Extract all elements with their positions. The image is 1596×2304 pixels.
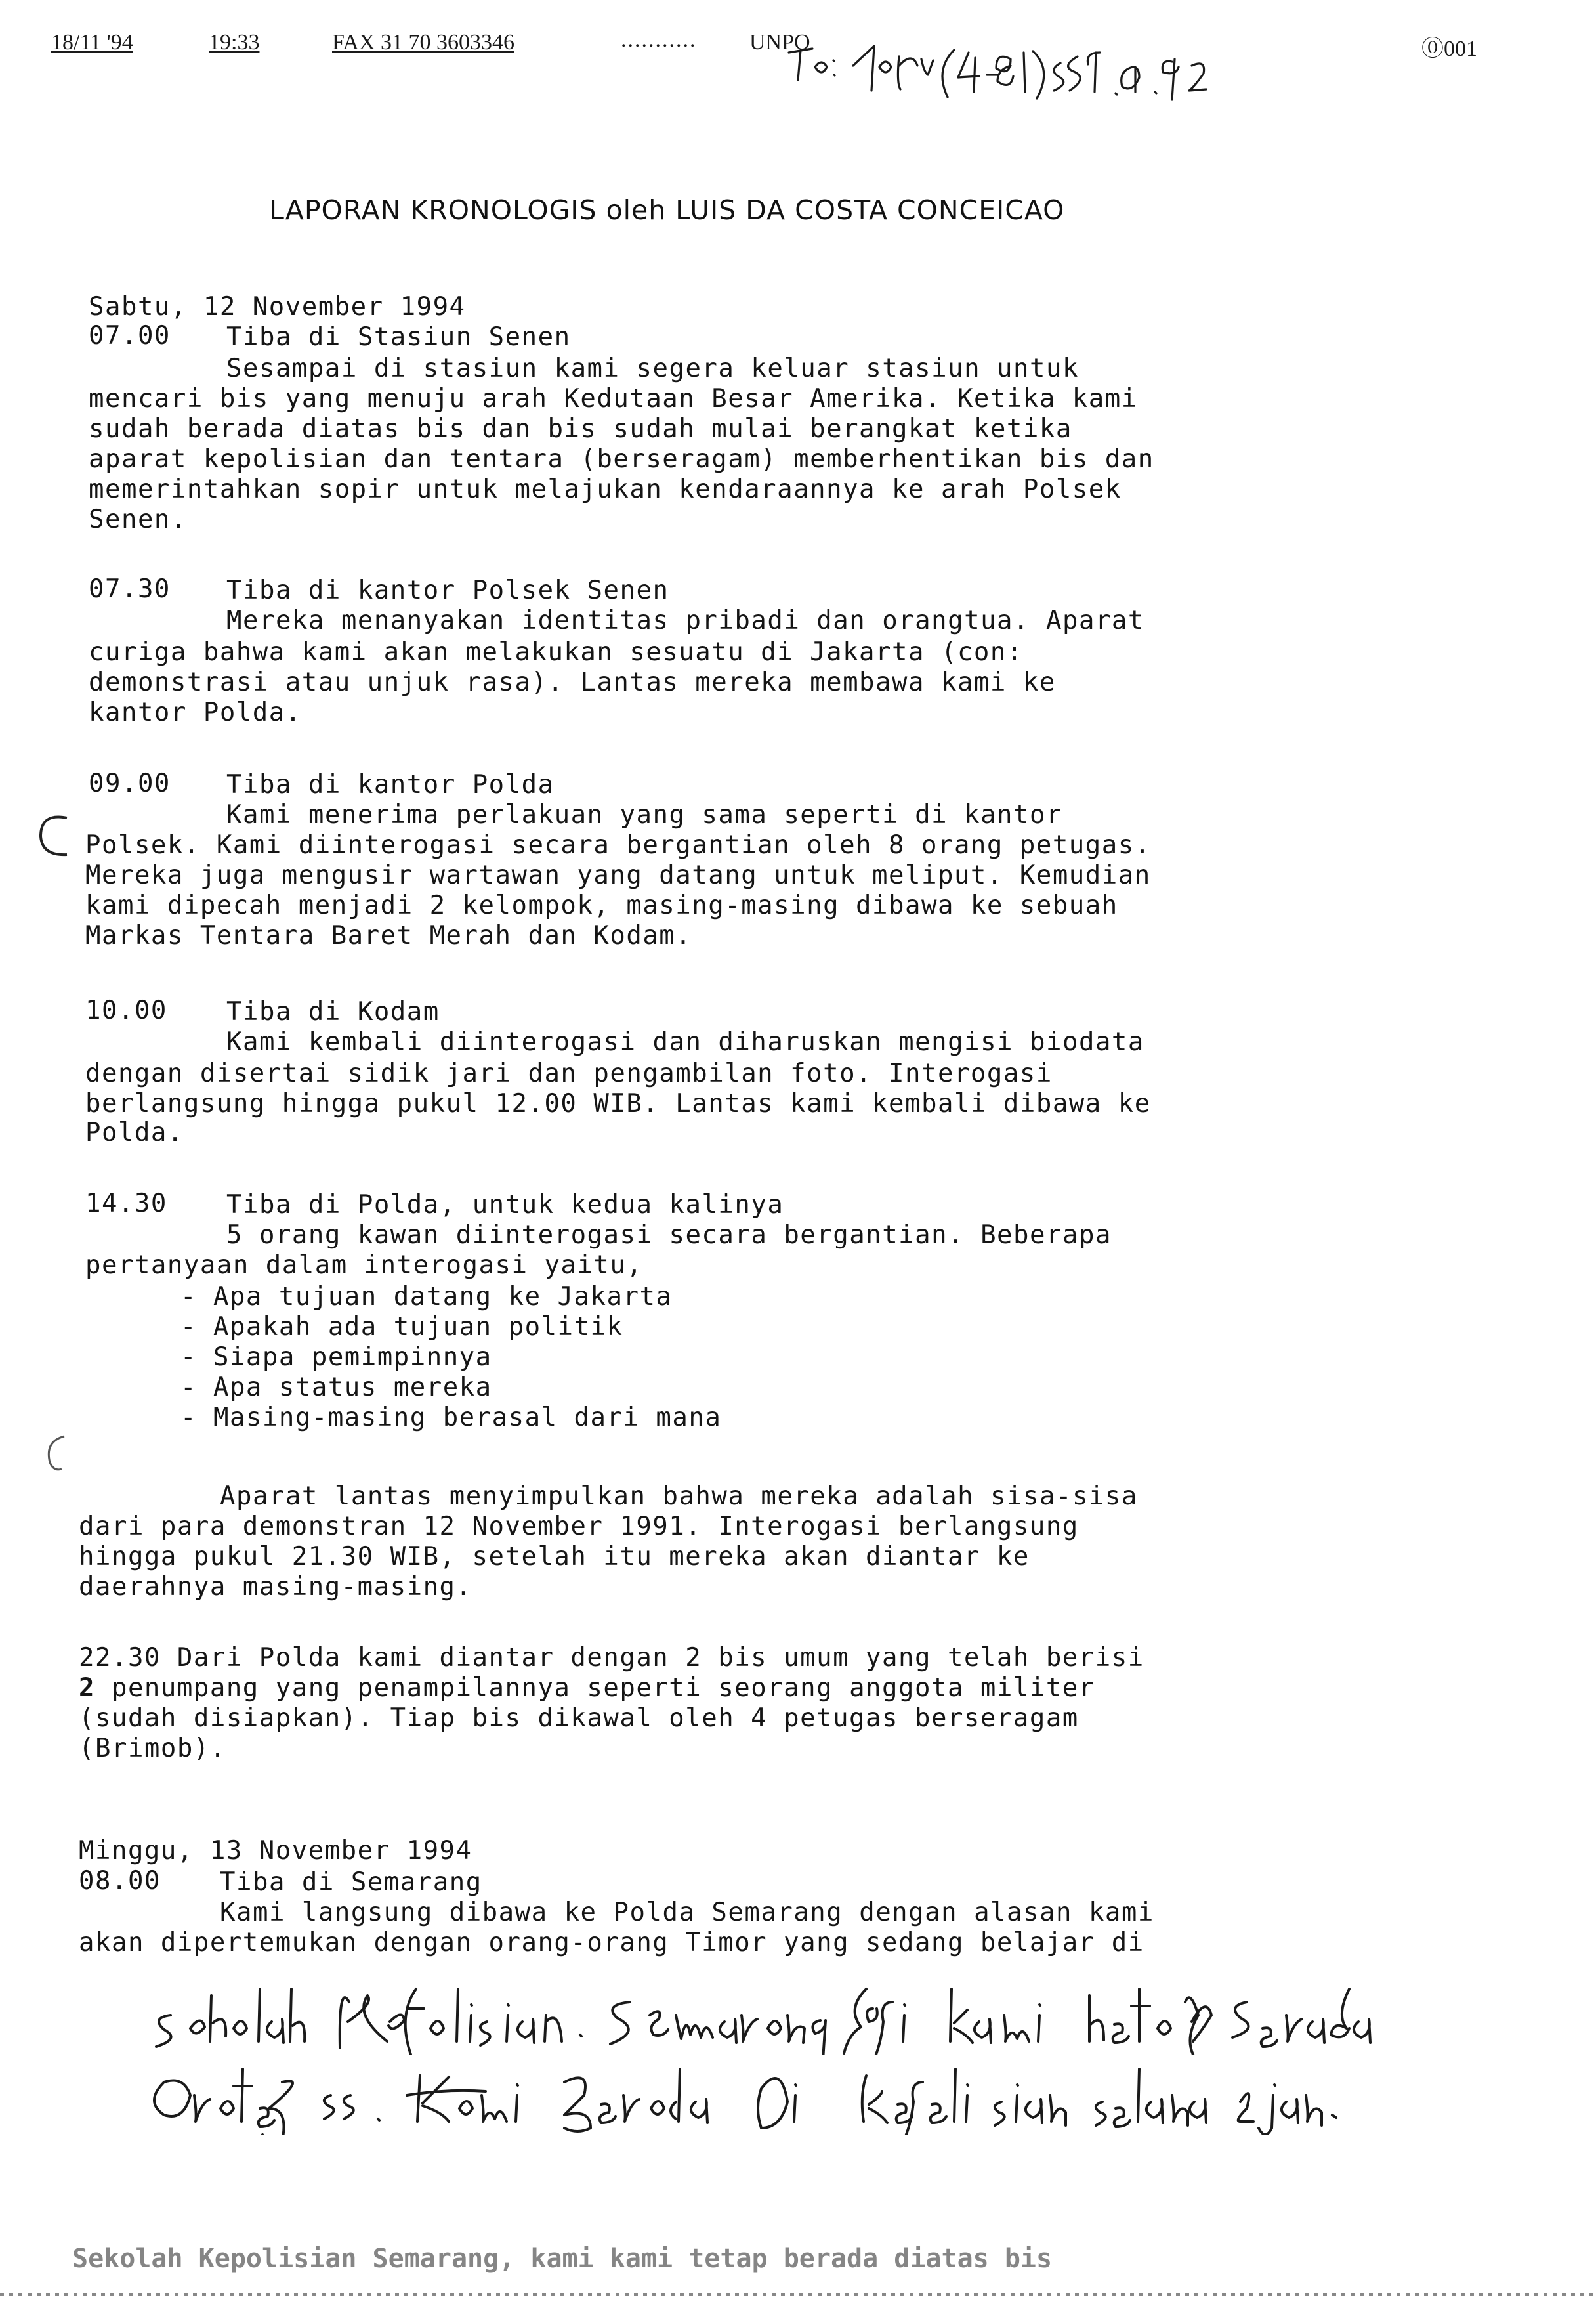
entry-1000-line: Polda.: [85, 1118, 184, 1147]
entry-0800-heading: Tiba di Semarang: [220, 1867, 482, 1897]
entry-1430-line: pertanyaan dalam interogasi yaitu,: [85, 1250, 643, 1280]
handwritten-note-line-2: [131, 2056, 1509, 2135]
fax-dotted-rule: ...........: [621, 28, 697, 52]
entry-0900-line: Kami menerima perlakuan yang sama seperti di kantor: [226, 800, 1062, 830]
question-bullet: - Apa status mereka: [180, 1373, 492, 1402]
day1-date: Sabtu, 12 November 1994: [89, 292, 466, 322]
entry-0730-time: 07.30: [89, 574, 171, 604]
scan-edge: [0, 2293, 1596, 2296]
page-title: LAPORAN KRONOLOGIS oleh LUIS DA COSTA CONCEICAO: [269, 194, 1065, 226]
entry-1000-heading: Tiba di Kodam: [226, 997, 440, 1027]
entry-0900-line: Polsek. Kami diinterogasi secara bergantian oleh 8 orang petugas.: [85, 830, 1151, 860]
entry-0700-line: Senen.: [89, 505, 187, 534]
cut-off-line: Sekolah Kepolisian Semarang, kami kami tetap berada diatas bis: [72, 2244, 1053, 2274]
question-bullet: - Apakah ada tujuan politik: [180, 1312, 623, 1342]
entry-2230-line: (Brimob).: [79, 1734, 226, 1763]
fax-date: 18/11 '94: [51, 30, 133, 54]
entry-0700-line: Sesampai di stasiun kami segera keluar stasiun untuk: [226, 354, 1079, 383]
entry-1000-line: Kami kembali diinterogasi dan diharuskan mengisi biodata: [226, 1027, 1144, 1057]
entry-0800-line: Kami langsung dibawa ke Polda Semarang dengan alasan kami: [220, 1898, 1154, 1927]
fax-number: FAX 31 70 3603346: [332, 30, 514, 54]
question-bullet: - Apa tujuan datang ke Jakarta: [180, 1282, 673, 1312]
entry-2230-line: (sudah disiapkan). Tiap bis dikawal oleh 4 petugas berseragam: [79, 1703, 1079, 1733]
entry-0730-line: curiga bahwa kami akan melakukan sesuatu di Jakarta (con:: [89, 637, 1023, 667]
day2-date: Minggu, 13 November 1994: [79, 1836, 472, 1866]
entry-1000-line: dengan disertai sidik jari dan pengambilan foto. Interogasi: [85, 1059, 1053, 1088]
entry-0700-line: memerintahkan sopir untuk melajukan kendaraannya ke arah Polsek: [89, 475, 1122, 504]
question-bullet: - Siapa pemimpinnya: [180, 1342, 492, 1372]
entry-0700-line: sudah berada diatas bis dan bis sudah mulai berangkat ketika: [89, 414, 1072, 444]
entry-1430-heading: Tiba di Polda, untuk kedua kalinya: [226, 1190, 784, 1220]
entry-2230-text: penumpang yang penampilannya seperti seorang anggota militer: [111, 1673, 1095, 1703]
entry-0700-line: mencari bis yang menuju arah Kedutaan Besar Amerika. Ketika kami: [89, 384, 1138, 414]
entry-0900-time: 09.00: [89, 769, 171, 798]
entry-0730-heading: Tiba di kantor Polsek Senen: [226, 576, 669, 605]
entry-0900-line: Markas Tentara Baret Merah dan Kodam.: [85, 921, 692, 950]
entry-0730-line: demonstrasi atau unjuk rasa). Lantas mereka membawa kami ke: [89, 668, 1056, 697]
question-bullet: - Masing-masing berasal dari mana: [180, 1403, 722, 1432]
question-text: Siapa pemimpinnya: [213, 1342, 492, 1372]
entry-0900-line: Mereka juga mengusir wartawan yang datang untuk meliput. Kemudian: [85, 861, 1151, 890]
entry-0900-line: kami dipecah menjadi 2 kelompok, masing-masing dibawa ke sebuah: [85, 891, 1118, 920]
entry-0700-line: aparat kepolisian dan tentara (berseragam) memberhentikan bis dan: [89, 444, 1154, 474]
entry-1430-line: 5 orang kawan diinterogasi secara bergantian. Beberapa: [226, 1220, 1112, 1250]
entry-1000-time: 10.00: [85, 996, 167, 1025]
entry-0730-line: kantor Polda.: [89, 698, 302, 727]
entry-0800-time: 08.00: [79, 1866, 161, 1896]
entry-2230-line: [79, 1673, 1095, 1704]
punch-hole-mark: [34, 813, 74, 859]
entry-0730-line: Mereka menanyakan identitas pribadi dan orangtua. Aparat: [226, 606, 1144, 635]
entry-0700-heading: Tiba di Stasiun Senen: [226, 322, 571, 352]
entry-0900-heading: Tiba di kantor Polda: [226, 770, 555, 800]
question-text: Apakah ada tujuan politik: [213, 1312, 623, 1342]
entry-1000-line: berlangsung hingga pukul 12.00 WIB. Lantas kami kembali dibawa ke: [85, 1089, 1151, 1119]
handwritten-note-line-1: [131, 1976, 1509, 2055]
question-text: Apa tujuan datang ke Jakarta: [213, 1282, 673, 1312]
punch-hole-mark: [38, 1431, 77, 1477]
entry-0700-time: 07.00: [89, 321, 171, 351]
handwritten-digit-correction: 2: [79, 1673, 95, 1703]
entry-1430-para2-line: daerahnya masing-masing.: [79, 1572, 472, 1602]
fax-time: 19:33: [209, 30, 260, 54]
question-text: Masing-masing berasal dari mana: [213, 1403, 722, 1432]
question-text: Apa status mereka: [213, 1373, 492, 1402]
handwritten-fax-destination: [781, 26, 1437, 112]
entry-0800-line: akan dipertemukan dengan orang-orang Timor yang sedang belajar di: [79, 1928, 1144, 1957]
entry-1430-para2-line: hingga pukul 21.30 WIB, setelah itu mereka akan diantar ke: [79, 1542, 1030, 1571]
entry-1430-time: 14.30: [85, 1189, 167, 1218]
entry-2230-line: 22.30 Dari Polda kami diantar dengan 2 bis umum yang telah berisi: [79, 1643, 1144, 1673]
entry-1430-para2-line: dari para demonstran 12 November 1991. Interogasi berlangsung: [79, 1512, 1079, 1541]
fax-page-number: ⓪001: [1421, 37, 1477, 61]
fax-sender: UNPO: [749, 30, 810, 54]
entry-1430-para2-line: Aparat lantas menyimpulkan bahwa mereka adalah sisa-sisa: [220, 1482, 1138, 1511]
